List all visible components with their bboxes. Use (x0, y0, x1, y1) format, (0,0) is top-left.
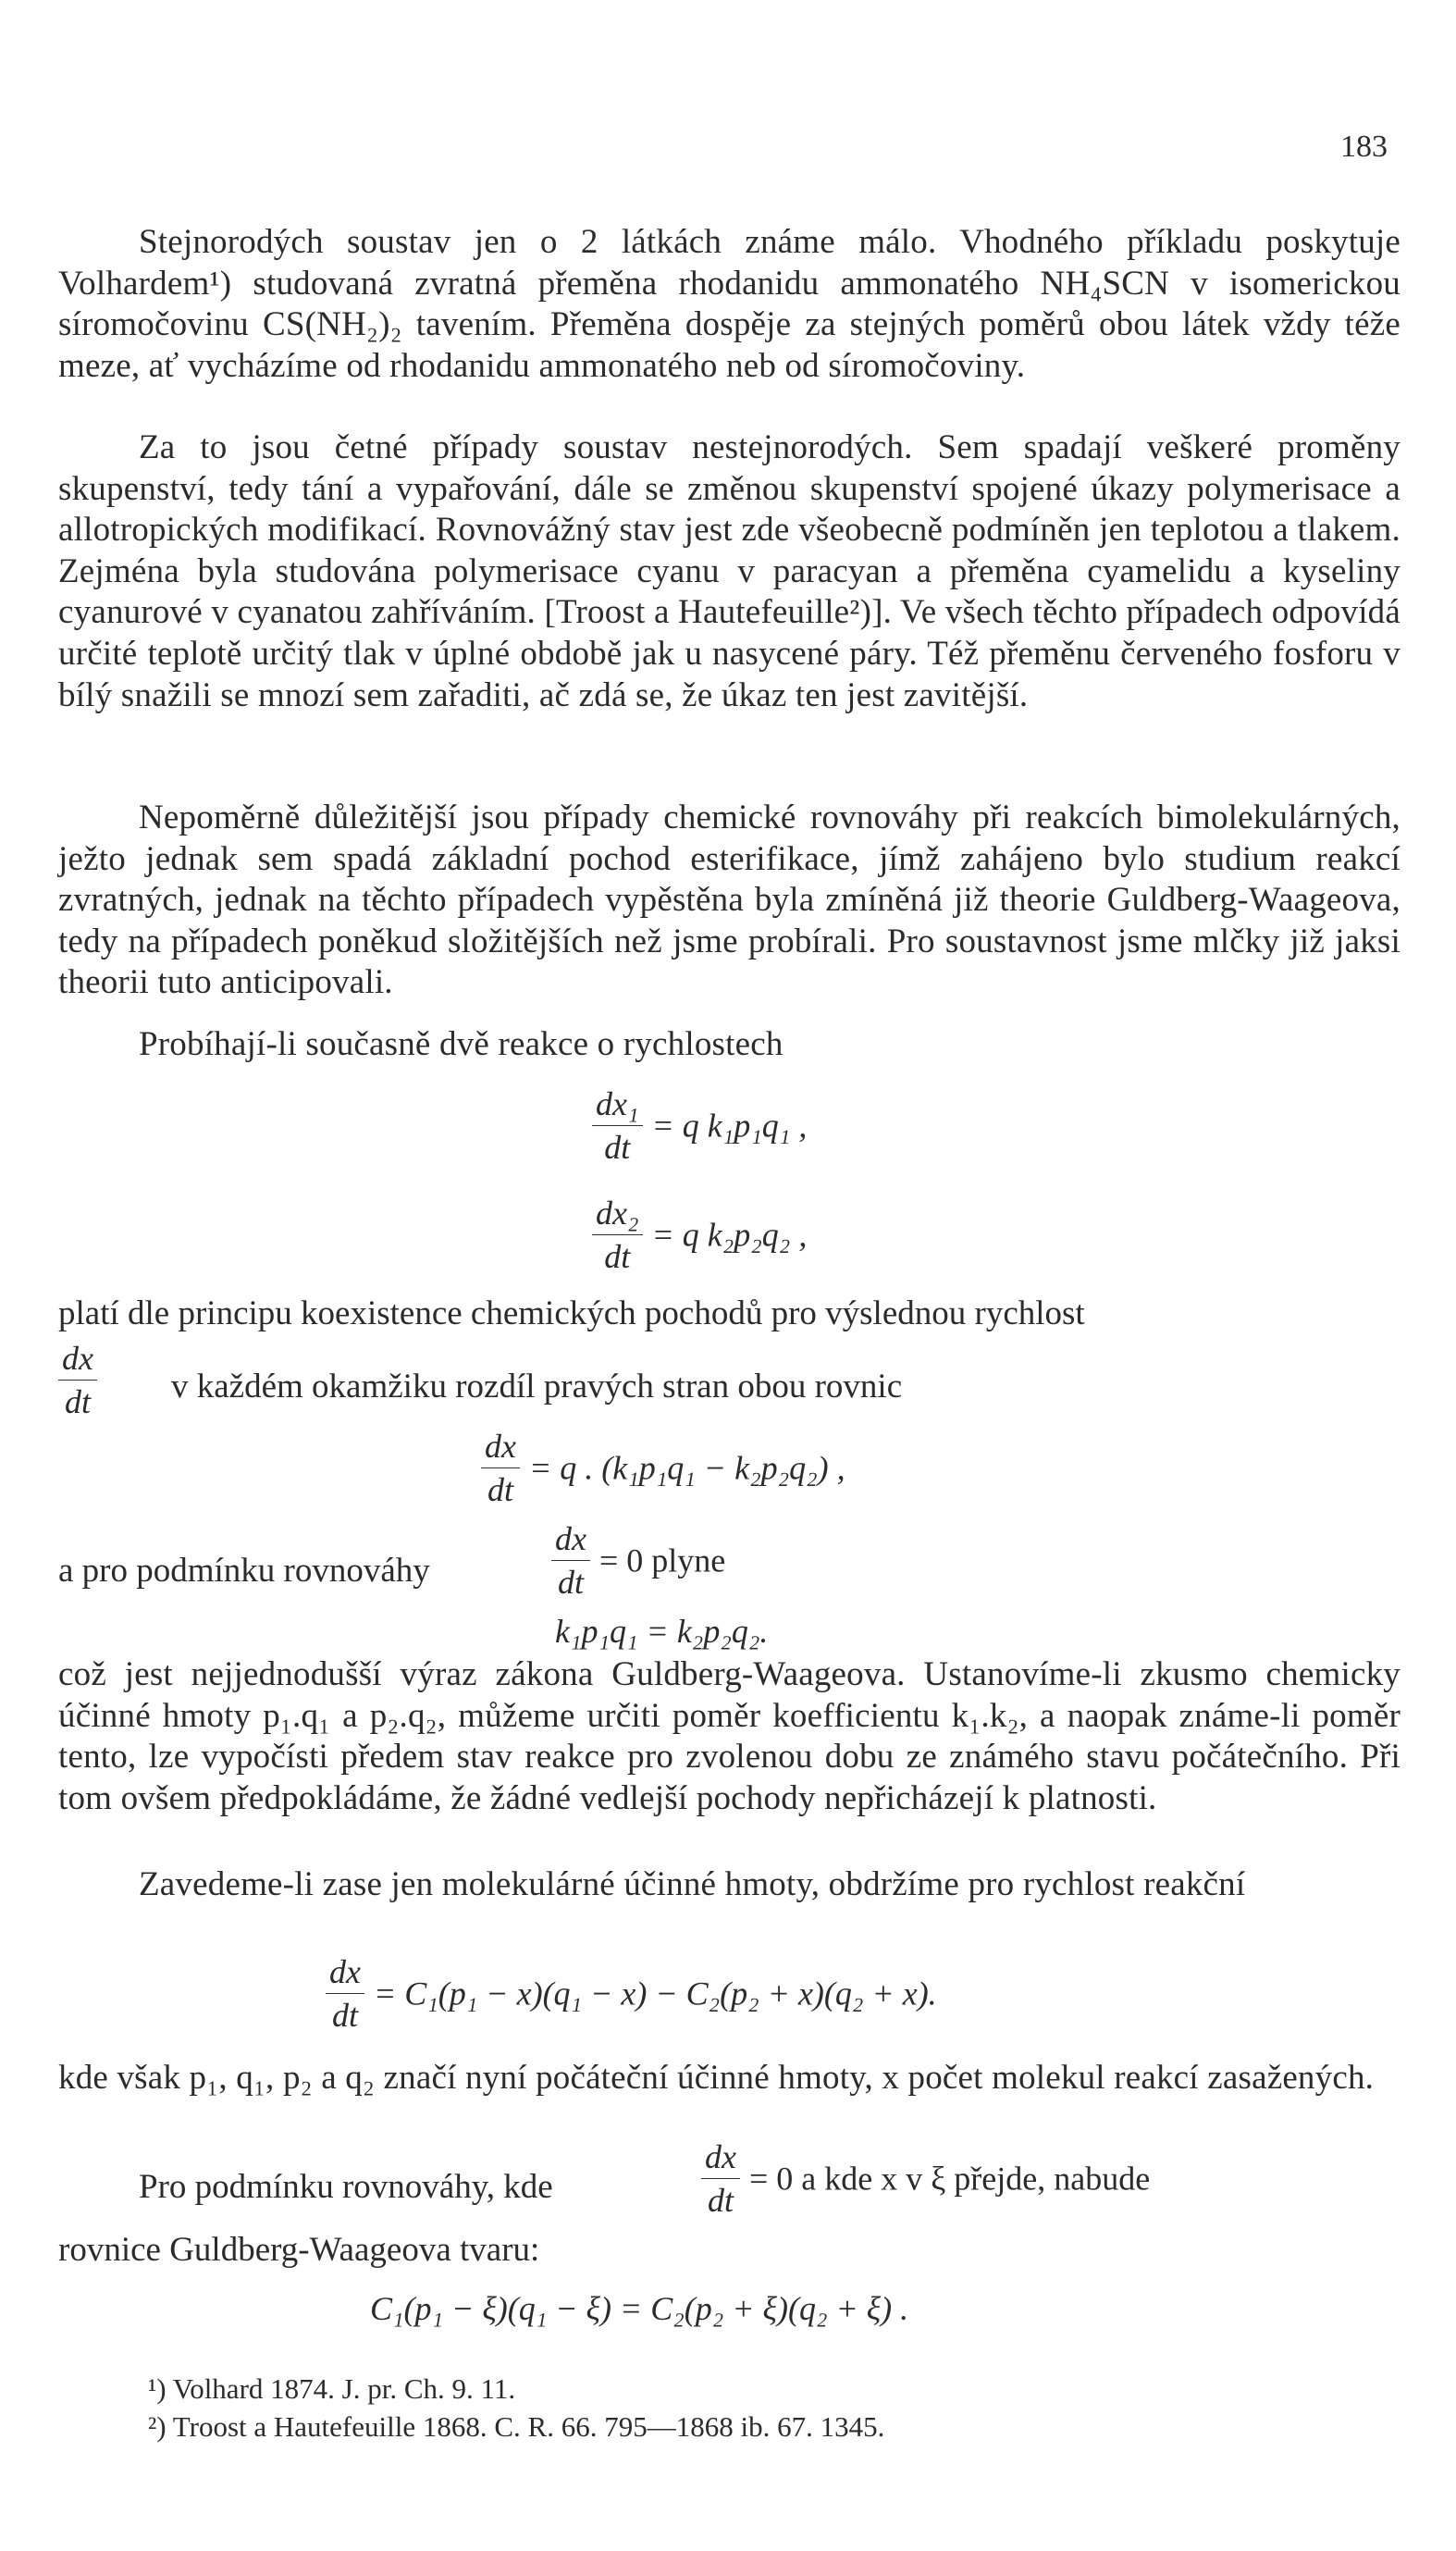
paragraph-10-line-1: Pro podmínku rovnováhy, kde (139, 2168, 553, 2206)
equation-equilibrium-dx-dt: $\frac{dx}{dt}$ = 0 a kde x v ξ přejde, nabude (701, 2136, 1150, 2222)
equation-equilibrium-condition: $\frac{dx}{dt}$ = 0 plyne (551, 1517, 725, 1604)
paragraph-6-line-1: a pro podmínku rovnováhy (58, 1552, 430, 1590)
equation-guldberg-waage: k₁p₁q₁ = k₂p₂q₂. (555, 1613, 769, 1650)
paragraph-8: Zavedeme-li zase jen molekulárné účinné hmoty, obdržíme pro rychlost reakční (139, 1865, 1246, 1903)
paragraph-5-line-2: v každém okamžiku rozdíl pravých stran obou rovnic (171, 1368, 903, 1406)
equation-rate-1: $\frac{\text{dx₁}}{dt}$ = q k₁p₁q₁ , (592, 1083, 807, 1169)
paragraph-4: Probíhají-li současně dvě reakce o rychlostech (139, 1025, 784, 1063)
footnote-1: ¹) Volhard 1874. J. pr. Ch. 9. 11. (148, 2372, 516, 2405)
paragraph-2: Za to jsou četné případy soustav nestejnorodých. Sem spadají veškeré proměny skupenství, tedy tání a vypařování, dále se změnou skupenství spojené úkazy polymerisace a allotropických modifikací. Rovnovážný stav jest zde všeobecně podmíněn jen teplotou a tlakem. Zejména byla studována polymerisace cyanu v paracyan a přeměna cyamelidu a kyseliny cyanurové v cyanatou zahříváním. [Troost a Hautefeuille²)]. Ve všech těchto případech odpovídá určité teplotě určitý tlak v úplné obdobě jak u nasycené páry. Též přeměnu červeného fosforu v bílý snažili se mnozí sem zařaditi, ač zdá se, že úkaz ten jest zavitější. (58, 428, 1400, 714)
equation-rate-2: $\frac{\text{dx₂}}{dt}$ = q k₂p₂q₂ , (592, 1192, 807, 1278)
paragraph-9: kde však p₁, q₁, p₂ a q₂ značí nyní počáteční účinné hmoty, x počet molekul reakcí zasažených. (58, 2059, 1375, 2097)
paragraph-5-line-1: platí dle principu koexistence chemických pochodů pro výslednou rychlost (58, 1294, 1085, 1332)
paragraph-3: Nepoměrně důležitější jsou případy chemické rovnováhy při reakcích bimolekulárných, ježto jednak sem spadá základní pochod esterifikace, jímž zahájeno bylo studium reakcí zvratných, jednak na těchto případech vypěstěna byla zmíněná již theorie Guldberg-Waageova, tedy na případech poněkud složitějších než jsme probírali. Pro soustavnost jsme mlčky již jaksi theorii tuto anticipovali. (58, 799, 1400, 1002)
footnote-2: ²) Troost a Hautefeuille 1868. C. R. 66. 795—1868 ib. 67. 1345. (148, 2410, 885, 2443)
equation-final-form: C₁(p₁ − ξ)(q₁ − ξ) = C₂(p₂ + ξ)(q₂ + ξ) . (370, 2290, 909, 2327)
paragraph-10-line-2: rovnice Guldberg-Waageova tvaru: (58, 2231, 540, 2269)
equation-dx-dt-inline: $\frac{dx}{dt}$ (58, 1337, 106, 1423)
paragraph-1: Stejnorodých soustav jen o 2 látkách známe málo. Vhodného příkladu poskytuje Volhardem¹) studovaná zvratná přeměna rhodanidu ammonatého NH₄SCN v isomerickou síromočovinu CS(NH₂)₂ tavením. Přeměna dospěje za stejných poměrů obou látek vždy téže meze, ať vycházíme od rhodanidu ammonatého neb od síromočoviny. (58, 223, 1400, 385)
equation-molecular-rate: $\frac{dx}{dt}$ = C₁(p₁ − x)(q₁ − x) − C₂(p₂ + x)(q₂ + x). (326, 1950, 937, 2037)
equation-resulting-rate: $\frac{dx}{dt}$ = q . (k₁p₁q₁ − k₂p₂q₂) , (481, 1425, 845, 1511)
paragraph-7: což jest nejjednodušší výraz zákona Guldberg-Waageova. Ustanovíme-li zkusmo chemicky účinné hmoty p₁.q₁ a p₂.q₂, můžeme určiti poměr koefficientu k₁.k₂, a naopak známe-li poměr tento, lze vypočísti předem stav reakce pro zvolenou dobu ze známého stavu počátečního. Při tom ovšem předpokládáme, že žádné vedlejší pochody nepřicházejí k platnosti. (58, 1655, 1400, 1817)
page-number: 183 (1340, 130, 1388, 164)
